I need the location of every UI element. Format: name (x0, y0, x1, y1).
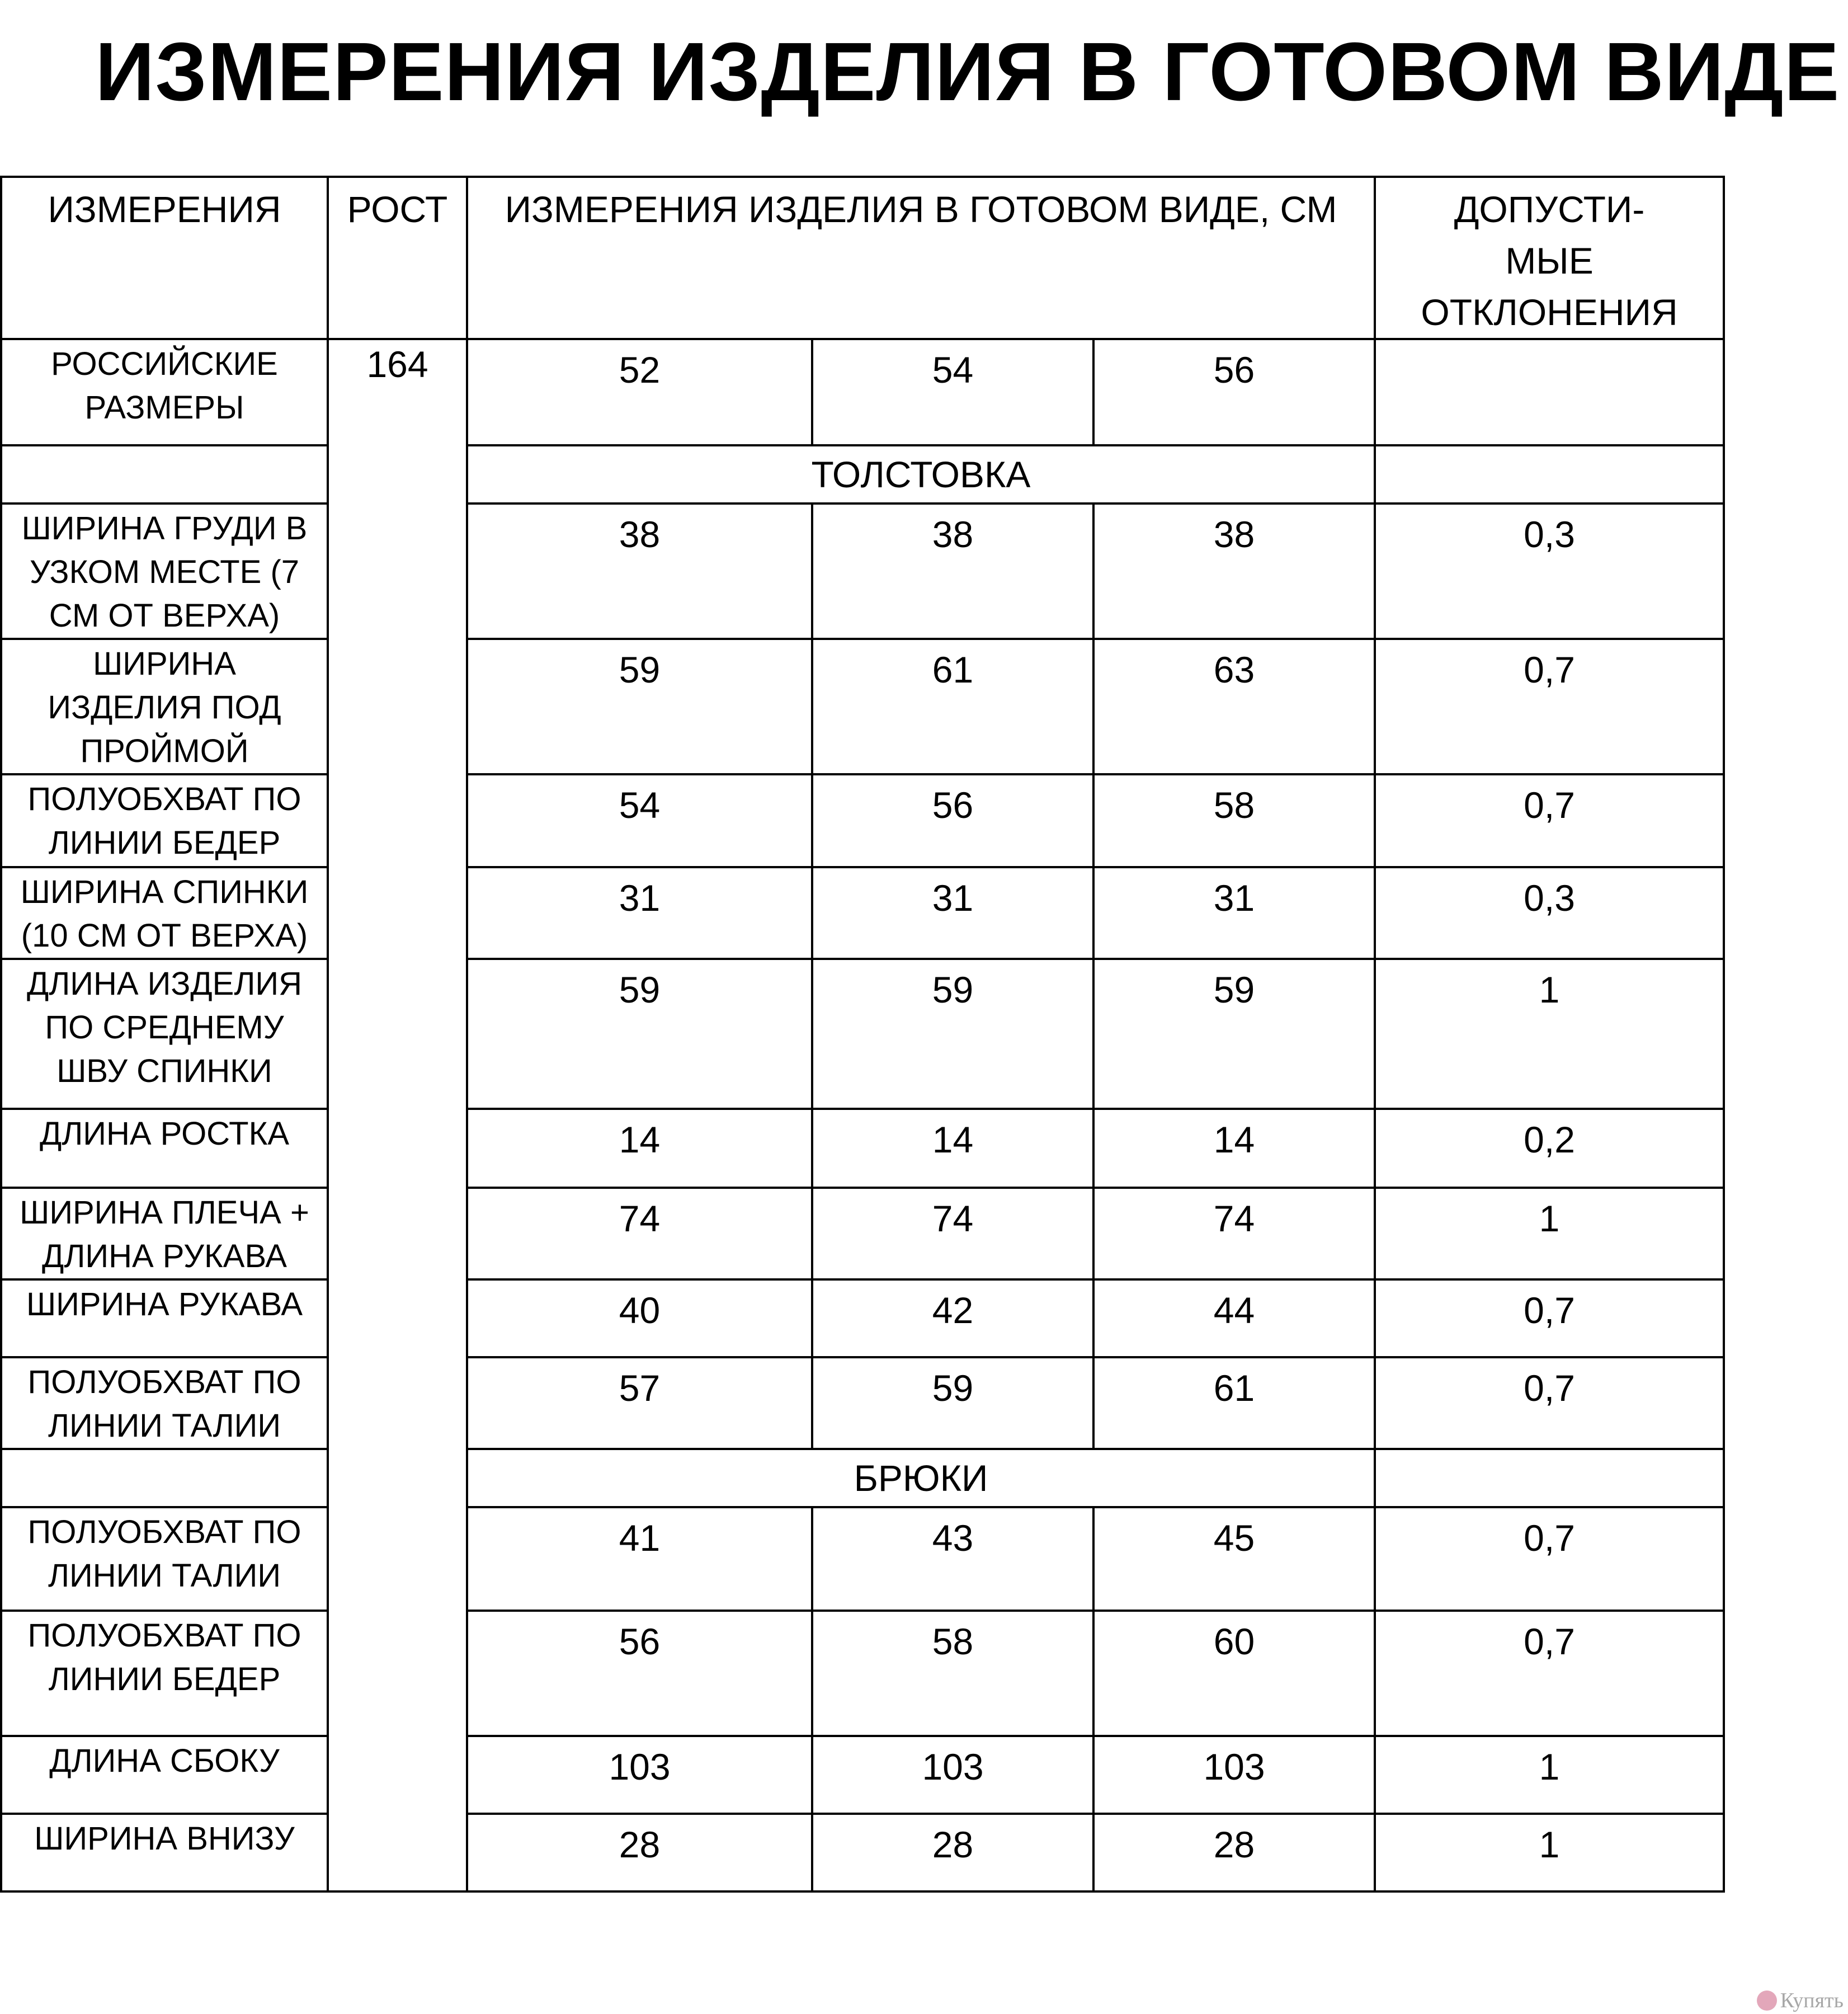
measurement-label: ШИРИНА ГРУДИ В УЗКОМ МЕСТЕ (7 СМ ОТ ВЕРХА) (1, 503, 328, 639)
brand-logo-icon (1757, 1991, 1777, 2011)
header-finished-measurements: ИЗМЕРЕНИЯ ИЗДЕЛИЯ В ГОТОВОМ ВИДЕ, СМ (467, 177, 1375, 339)
measurement-value: 45 (1093, 1507, 1375, 1611)
measurement-label: ПОЛУОБХВАТ ПО ЛИНИИ БЕДЕР (1, 774, 328, 867)
measurement-value: 43 (812, 1507, 1093, 1611)
section-row (1, 445, 1724, 503)
measurement-value: 31 (1093, 867, 1375, 959)
measurement-label: ПОЛУОБХВАТ ПО ЛИНИИ БЕДЕР (1, 1611, 328, 1736)
measurement-value: 57 (467, 1357, 812, 1449)
measurement-value: 59 (812, 959, 1093, 1109)
measurement-value: 60 (1093, 1611, 1375, 1736)
tolerance-value: 1 (1375, 1736, 1724, 1814)
tolerance-value: 0,7 (1375, 774, 1724, 867)
section-title: БРЮКИ (467, 1449, 1375, 1507)
tolerance-value: 1 (1375, 959, 1724, 1109)
header-tolerance: ДОПУСТИ- МЫЕ ОТКЛОНЕНИЯ (1375, 177, 1724, 339)
size-tolerance-cell (1375, 339, 1724, 445)
section-tolerance-blank (1375, 445, 1724, 503)
tolerance-value: 0,2 (1375, 1109, 1724, 1188)
measurement-label: ДЛИНА РОСТКА (1, 1109, 328, 1188)
measurement-label: ШИРИНА РУКАВА (1, 1279, 328, 1357)
measurement-value: 44 (1093, 1279, 1375, 1357)
sizes-row (1, 339, 1724, 445)
table-row (1, 1109, 1724, 1188)
table-row (1, 1736, 1724, 1814)
measurement-label: ДЛИНА СБОКУ (1, 1736, 328, 1814)
measurement-value: 59 (812, 1357, 1093, 1449)
height-value: 164 (328, 339, 467, 1891)
measurement-value: 74 (467, 1188, 812, 1279)
table-row (1, 1814, 1724, 1891)
table-row (1, 1188, 1724, 1279)
page-title: ИЗМЕРЕНИЯ ИЗДЕЛИЯ В ГОТОВОМ ВИДЕ (95, 26, 1840, 118)
measurement-value: 54 (467, 774, 812, 867)
measurement-label: ШИРИНА ИЗДЕЛИЯ ПОД ПРОЙМОЙ (1, 639, 328, 774)
measurement-value: 56 (812, 774, 1093, 867)
size-cell: 52 (467, 339, 812, 445)
measurements-table (0, 176, 1725, 1893)
measurement-value: 61 (812, 639, 1093, 774)
measurement-value: 59 (467, 959, 812, 1109)
measurement-value: 38 (812, 503, 1093, 639)
sizes-label: РОССИЙСКИЕ РАЗМЕРЫ (1, 339, 328, 445)
measurement-label: ШИРИНА СПИНКИ (10 СМ ОТ ВЕРХА) (1, 867, 328, 959)
measurement-value: 56 (467, 1611, 812, 1736)
measurement-value: 41 (467, 1507, 812, 1611)
table-row (1, 503, 1724, 639)
measurement-label: ПОЛУОБХВАТ ПО ЛИНИИ ТАЛИИ (1, 1507, 328, 1611)
measurement-value: 59 (1093, 959, 1375, 1109)
measurement-label: ШИРИНА ВНИЗУ (1, 1814, 328, 1891)
tolerance-value: 0,7 (1375, 1357, 1724, 1449)
section-row (1, 1449, 1724, 1507)
watermark (1757, 1988, 1844, 2013)
measurement-value: 58 (1093, 774, 1375, 867)
measurement-value: 28 (1093, 1814, 1375, 1891)
measurement-value: 38 (467, 503, 812, 639)
measurement-value: 28 (467, 1814, 812, 1891)
section-label-blank (1, 1449, 328, 1507)
section-title: ТОЛСТОВКА (467, 445, 1375, 503)
measurement-value: 31 (812, 867, 1093, 959)
table-row (1, 959, 1724, 1109)
table-row (1, 774, 1724, 867)
watermark-text: Купять (1780, 1989, 1844, 2012)
measurement-value: 28 (812, 1814, 1093, 1891)
measurement-value: 103 (467, 1736, 812, 1814)
measurement-value: 74 (1093, 1188, 1375, 1279)
section-tolerance-blank (1375, 1449, 1724, 1507)
tolerance-value: 1 (1375, 1188, 1724, 1279)
table-row (1, 1357, 1724, 1449)
measurement-value: 14 (1093, 1109, 1375, 1188)
measurement-value: 31 (467, 867, 812, 959)
measurement-value: 103 (1093, 1736, 1375, 1814)
table-row (1, 867, 1724, 959)
header-measurements: ИЗМЕРЕНИЯ (1, 177, 328, 339)
tolerance-value: 0,3 (1375, 503, 1724, 639)
tolerance-value: 0,3 (1375, 867, 1724, 959)
measurement-value: 38 (1093, 503, 1375, 639)
tolerance-value: 0,7 (1375, 639, 1724, 774)
measurement-value: 59 (467, 639, 812, 774)
table-row (1, 1507, 1724, 1611)
tolerance-value: 0,7 (1375, 1611, 1724, 1736)
measurement-value: 40 (467, 1279, 812, 1357)
tolerance-value: 0,7 (1375, 1507, 1724, 1611)
measurement-label: ПОЛУОБХВАТ ПО ЛИНИИ ТАЛИИ (1, 1357, 328, 1449)
table-row (1, 639, 1724, 774)
header-row (1, 177, 1724, 339)
size-cell: 56 (1093, 339, 1375, 445)
table-row (1, 1279, 1724, 1357)
measurement-value: 14 (812, 1109, 1093, 1188)
tolerance-value: 1 (1375, 1814, 1724, 1891)
measurement-label: ШИРИНА ПЛЕЧА + ДЛИНА РУКАВА (1, 1188, 328, 1279)
tolerance-value: 0,7 (1375, 1279, 1724, 1357)
measurement-value: 42 (812, 1279, 1093, 1357)
measurement-value: 74 (812, 1188, 1093, 1279)
measurement-value: 63 (1093, 639, 1375, 774)
header-height: РОСТ (328, 177, 467, 339)
table-row (1, 1611, 1724, 1736)
measurement-value: 14 (467, 1109, 812, 1188)
section-label-blank (1, 445, 328, 503)
size-cell: 54 (812, 339, 1093, 445)
measurement-label: ДЛИНА ИЗДЕЛИЯ ПО СРЕДНЕМУ ШВУ СПИНКИ (1, 959, 328, 1109)
measurement-value: 58 (812, 1611, 1093, 1736)
measurement-value: 103 (812, 1736, 1093, 1814)
measurement-value: 61 (1093, 1357, 1375, 1449)
